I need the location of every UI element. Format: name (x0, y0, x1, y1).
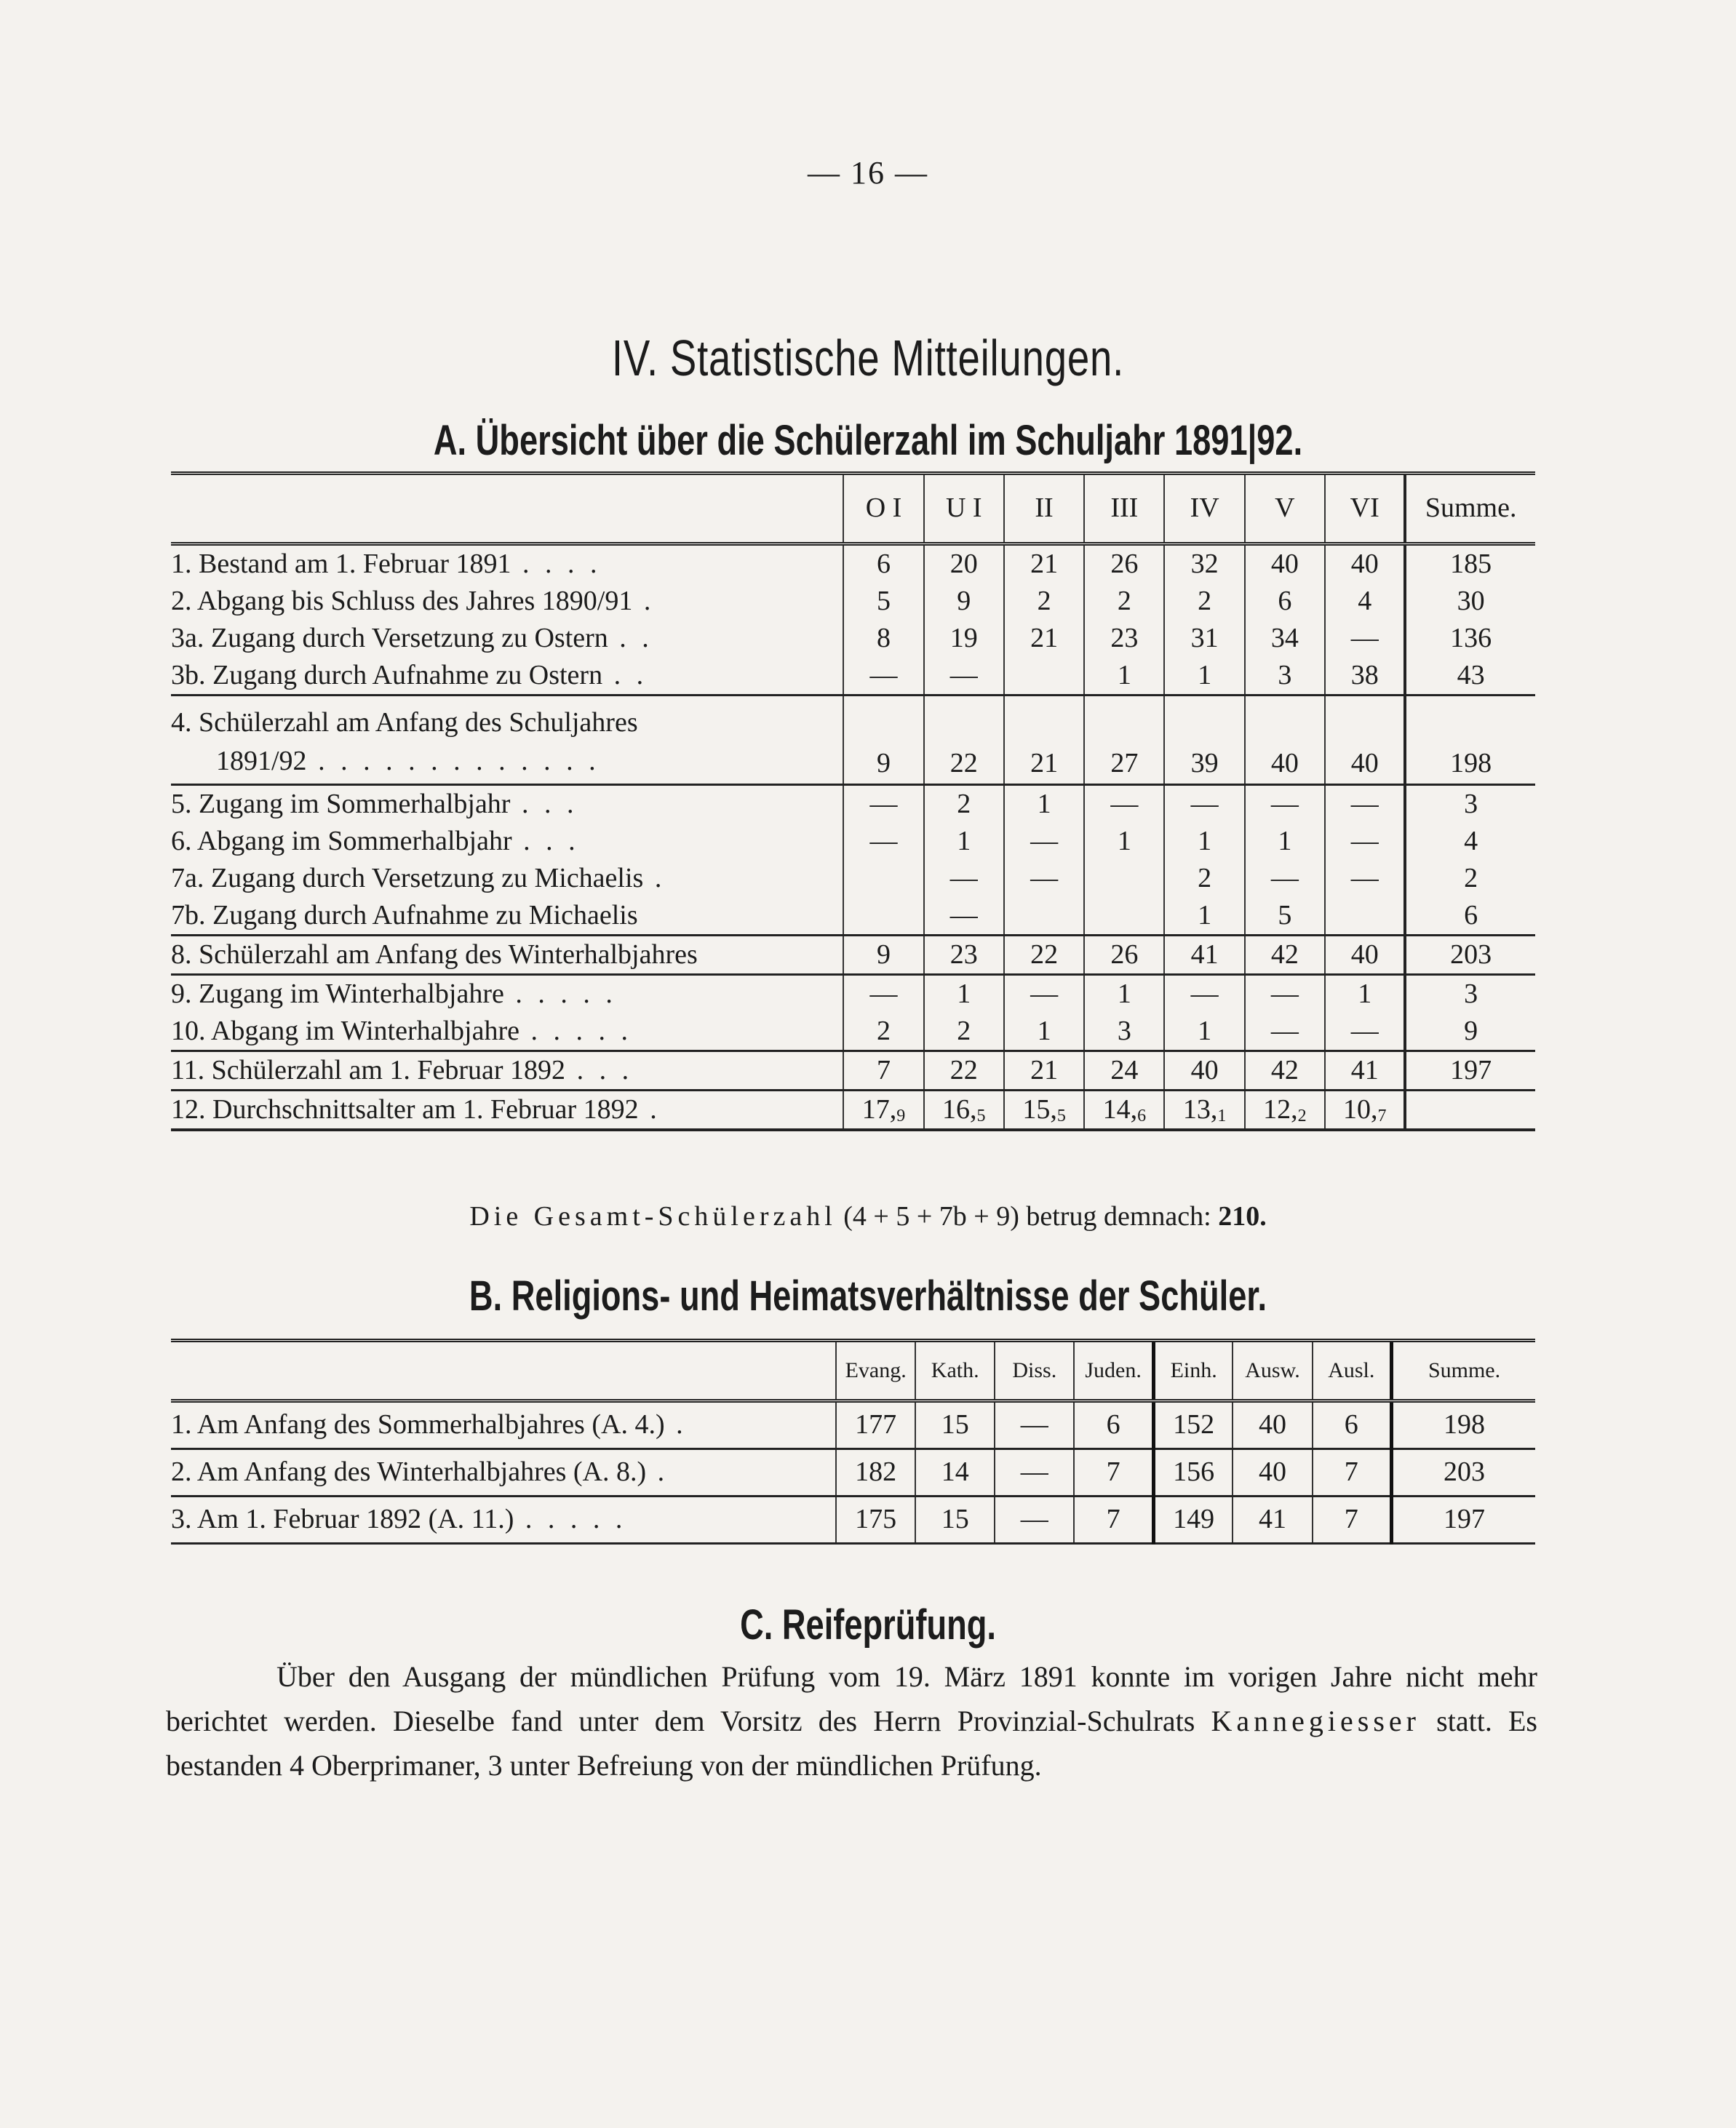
religion-header-row (171, 1341, 1535, 1401)
table-cell: 8 (843, 620, 923, 657)
table-cell: 1 (1325, 975, 1405, 1013)
table-cell: 3 (1405, 785, 1535, 824)
table-cell: 1 (1164, 1013, 1244, 1051)
table-cell (1004, 897, 1084, 936)
table-row (171, 785, 1535, 824)
table-cell: — (924, 657, 1004, 696)
table-cell: 4 (1405, 823, 1535, 860)
paragraph-text: Über den Ausgang der mündlichen Prüfung vom 19. März 1891 konnte im vorigen Jahre nicht mehr berichtet werden. Dieselbe fand unter dem Vorsitz des Herrn Provinzial-Schulrats (166, 1660, 1537, 1737)
table-cell: 38 (1325, 657, 1405, 696)
paragraph-text: statt. Es bestanden 4 Oberprimaner, 3 unter Befreiung von der mündlichen Prüfung. (166, 1704, 1537, 1782)
table-cell: 2 (1004, 583, 1084, 620)
table-cell: — (1325, 860, 1405, 897)
col-header: Einh. (1153, 1341, 1233, 1401)
col-header: Juden. (1074, 1341, 1153, 1401)
table-cell: $12,_2$ (1245, 1091, 1325, 1131)
row-label-text: 3b. Zugang durch Aufnahme zu Ostern (171, 659, 603, 690)
row-label (171, 1449, 836, 1497)
table-cell: — (1325, 785, 1405, 824)
table-row (171, 1051, 1535, 1091)
table-cell: — (1245, 785, 1325, 824)
table-cell: — (1004, 975, 1084, 1013)
table-cell: 22 (924, 696, 1004, 785)
leader-dots: . . . . . . . . . . . . . (306, 745, 600, 776)
header-corner (171, 1341, 836, 1401)
table-cell: 182 (836, 1449, 915, 1497)
section-a-title: A. Übersicht über die Schülerzahl im Schuljahr 1891|92. (433, 417, 1303, 464)
leader-dots: . . . (511, 825, 580, 856)
examiner-name: Kannegiesser (1211, 1704, 1420, 1737)
table-cell: 41 (1233, 1497, 1312, 1544)
row-label-text: 9. Zugang im Winterhalbjahre (171, 978, 504, 1009)
table-cell: 41 (1325, 1051, 1405, 1091)
table-row (171, 1497, 1535, 1544)
table-cell: 197 (1405, 1051, 1535, 1091)
table-row (171, 1449, 1535, 1497)
table-cell: 22 (924, 1051, 1004, 1091)
religion-table (171, 1339, 1535, 1545)
table-cell: $10,_7$ (1325, 1091, 1405, 1131)
table-cell: 40 (1233, 1401, 1312, 1449)
table-cell: 2 (924, 785, 1004, 824)
table-cell: 5 (1245, 897, 1325, 936)
table-cell: 23 (924, 936, 1004, 975)
table-row (171, 936, 1535, 975)
table-cell: 26 (1084, 936, 1164, 975)
table-cell: — (843, 657, 923, 696)
table-cell: 136 (1405, 620, 1535, 657)
table-cell: 6 (843, 544, 923, 583)
table-row (171, 1401, 1535, 1449)
row-label-text: 3. Am 1. Februar 1892 (A. 11.) (171, 1504, 514, 1535)
table-cell: — (995, 1401, 1074, 1449)
table-cell: 9 (1405, 1013, 1535, 1051)
col-header: V (1245, 474, 1325, 544)
table-cell: 40 (1325, 544, 1405, 583)
table-cell: — (1245, 860, 1325, 897)
table-cell (843, 860, 923, 897)
col-header: III (1084, 474, 1164, 544)
section-c-title: C. Reifeprüfung. (740, 1601, 996, 1649)
leader-dots: . . . . . (519, 1015, 632, 1046)
table-cell: 198 (1392, 1401, 1535, 1449)
col-header: II (1004, 474, 1084, 544)
table-cell: 203 (1392, 1449, 1535, 1497)
table-row (171, 860, 1535, 897)
leader-dots: . . . (510, 788, 578, 819)
table-cell (1325, 897, 1405, 936)
table-cell: 2 (924, 1013, 1004, 1051)
leader-dots: . . . (565, 1054, 634, 1085)
table-cell: — (1245, 1013, 1325, 1051)
row-label (171, 1051, 843, 1091)
table-cell: 39 (1164, 696, 1244, 785)
table-cell: 40 (1245, 544, 1325, 583)
table-cell: $17,_9$ (843, 1091, 923, 1131)
row-label-text: 7a. Zugang durch Versetzung zu Michaelis (171, 862, 644, 893)
table-cell: — (924, 860, 1004, 897)
row-label (171, 1091, 843, 1131)
table-cell: 175 (836, 1497, 915, 1544)
table-cell: 21 (1004, 696, 1084, 785)
main-heading: IV. Statistische Mitteilungen. (611, 330, 1125, 386)
col-header: O I (843, 474, 923, 544)
table-cell: 149 (1153, 1497, 1233, 1544)
table-cell: 6 (1245, 583, 1325, 620)
table-cell: 32 (1164, 544, 1244, 583)
table-cell: 2 (843, 1013, 923, 1051)
total-line (0, 1200, 1736, 1232)
leader-dots: . (638, 1093, 661, 1125)
table-cell: 1 (1004, 1013, 1084, 1051)
row-label-text: 1891/92 (216, 745, 307, 776)
total-value: 210. (1218, 1201, 1267, 1232)
col-header-sum: Summe. (1405, 474, 1535, 544)
leader-dots: . . . . . (503, 978, 617, 1009)
page-number: — 16 — (808, 155, 928, 191)
table-cell: 4 (1325, 583, 1405, 620)
table-cell (843, 897, 923, 936)
table-cell: 9 (843, 936, 923, 975)
row-label (171, 823, 843, 860)
table-cell: 7 (843, 1051, 923, 1091)
row-label-text: 3a. Zugang durch Versetzung zu Ostern (171, 622, 608, 653)
header-corner (171, 474, 843, 544)
section-c-paragraph (166, 1655, 1537, 1788)
row-label (171, 785, 843, 824)
row-label (171, 897, 843, 936)
table-cell: 1 (924, 975, 1004, 1013)
table-cell: 185 (1405, 544, 1535, 583)
table-cell: 21 (1004, 1051, 1084, 1091)
table-cell: — (924, 897, 1004, 936)
table-cell: 2 (1164, 860, 1244, 897)
col-header: Diss. (995, 1341, 1074, 1401)
row-label-text: 1. Am Anfang des Sommerhalbjahres (A. 4.) (171, 1409, 665, 1440)
row-label (171, 936, 843, 975)
table-cell: 1 (1164, 657, 1244, 696)
table-cell: 40 (1325, 696, 1405, 785)
table-cell: — (995, 1449, 1074, 1497)
table-cell: 40 (1325, 936, 1405, 975)
table-row (171, 1013, 1535, 1051)
leader-dots: . . . . (511, 548, 602, 579)
row-label (171, 544, 843, 583)
table-cell: — (1325, 1013, 1405, 1051)
table-cell: 6 (1313, 1401, 1392, 1449)
row-label-text: 4. Schülerzahl am Anfang des Schuljahres (171, 706, 638, 738)
table-cell: 1 (1164, 897, 1244, 936)
table-cell: 2 (1164, 583, 1244, 620)
table-cell: 203 (1405, 936, 1535, 975)
col-header: Ausl. (1313, 1341, 1392, 1401)
leader-dots: . . (602, 659, 648, 690)
table-cell (1084, 860, 1164, 897)
table-cell: 21 (1004, 620, 1084, 657)
table-cell: 156 (1153, 1449, 1233, 1497)
row-label-text: 12. Durchschnittsalter am 1. Februar 1892 (171, 1093, 639, 1125)
table-cell: 7 (1313, 1497, 1392, 1544)
table-row (171, 544, 1535, 583)
table-cell: 15 (915, 1401, 995, 1449)
col-header: Evang. (836, 1341, 915, 1401)
table-cell: 23 (1084, 620, 1164, 657)
table-cell: 19 (924, 620, 1004, 657)
leader-dots: . (646, 1456, 669, 1488)
col-header-sum: Summe. (1392, 1341, 1535, 1401)
row-label (171, 657, 843, 696)
table-cell: 3 (1084, 1013, 1164, 1051)
total-text: Die Gesamt-Schülerzahl (469, 1201, 837, 1232)
table-cell: 26 (1084, 544, 1164, 583)
table-cell: — (1164, 785, 1244, 824)
row-label (171, 1401, 836, 1449)
leader-dots: . (643, 862, 666, 893)
table-cell: 21 (1004, 544, 1084, 583)
table-cell: 6 (1405, 897, 1535, 936)
row-label-text: 11. Schülerzahl am 1. Februar 1892 (171, 1054, 566, 1085)
table-cell: 1 (924, 823, 1004, 860)
table-row (171, 897, 1535, 936)
table-cell: 198 (1405, 696, 1535, 785)
row-label-text: 10. Abgang im Winterhalbjahre (171, 1015, 519, 1046)
row-label (171, 975, 843, 1013)
table-cell: $16,_5$ (924, 1091, 1004, 1131)
row-label (171, 583, 843, 620)
table-cell: 5 (843, 583, 923, 620)
leader-dots: . (632, 585, 656, 616)
table-cell (1004, 657, 1084, 696)
table-row (171, 975, 1535, 1013)
table-cell: 1 (1084, 657, 1164, 696)
table-cell: — (1004, 823, 1084, 860)
table-cell: 42 (1245, 1051, 1325, 1091)
row-label (171, 860, 843, 897)
table-cell: 40 (1164, 1051, 1244, 1091)
table-cell: — (1245, 975, 1325, 1013)
table-cell: 7 (1313, 1449, 1392, 1497)
row-label-text: 1. Bestand am 1. Februar 1891 (171, 548, 511, 579)
table-cell: — (1084, 785, 1164, 824)
table-cell: — (1325, 620, 1405, 657)
table-cell: $14,_6$ (1084, 1091, 1164, 1131)
table-row (171, 823, 1535, 860)
col-header: Kath. (915, 1341, 995, 1401)
row-label (171, 620, 843, 657)
col-header: IV (1164, 474, 1244, 544)
table-cell: 30 (1405, 583, 1535, 620)
table-cell: 3 (1245, 657, 1325, 696)
table-cell: 22 (1004, 936, 1084, 975)
total-formula: (4 + 5 + 7b + 9) betrug demnach: (843, 1201, 1211, 1232)
section-b-title: B. Religions- und Heimatsverhältnisse der Schüler. (469, 1272, 1267, 1320)
leader-dots: . . (608, 622, 653, 653)
table-cell: 1 (1004, 785, 1084, 824)
row-label (171, 1497, 836, 1544)
table-row (171, 620, 1535, 657)
table-cell (1084, 897, 1164, 936)
table-cell: — (1004, 860, 1084, 897)
table-cell: 1 (1164, 823, 1244, 860)
table-cell: 24 (1084, 1051, 1164, 1091)
table-cell: 42 (1245, 936, 1325, 975)
table-row (171, 1091, 1535, 1131)
table-cell: 43 (1405, 657, 1535, 696)
table-cell: 2 (1084, 583, 1164, 620)
table-cell: 41 (1164, 936, 1244, 975)
row-label-text: 8. Schülerzahl am Anfang des Winterhalbjahres (171, 939, 698, 970)
table-cell: — (843, 785, 923, 824)
table-cell: — (843, 975, 923, 1013)
table-cell: — (995, 1497, 1074, 1544)
leader-dots: . (664, 1409, 688, 1440)
table-row (171, 696, 1535, 785)
row-label (171, 1013, 843, 1051)
table-cell: 7 (1074, 1449, 1153, 1497)
table-row (171, 657, 1535, 696)
row-label-text: 2. Am Anfang des Winterhalbjahres (A. 8.) (171, 1456, 647, 1488)
table-cell: — (843, 823, 923, 860)
table-cell: 20 (924, 544, 1004, 583)
table-cell: 1 (1084, 975, 1164, 1013)
table-cell: 7 (1074, 1497, 1153, 1544)
row-label-text: 7b. Zugang durch Aufnahme zu Michaelis (171, 899, 638, 930)
enrollment-header-row (171, 474, 1535, 544)
table-cell: 1 (1084, 823, 1164, 860)
table-cell: — (1164, 975, 1244, 1013)
table-cell: 31 (1164, 620, 1244, 657)
row-label-text: 6. Abgang im Sommerhalbjahr (171, 825, 512, 856)
table-cell: 177 (836, 1401, 915, 1449)
table-cell: 197 (1392, 1497, 1535, 1544)
row-label-text: 2. Abgang bis Schluss des Jahres 1890/91 (171, 585, 633, 616)
table-row (171, 583, 1535, 620)
col-header: Ausw. (1233, 1341, 1312, 1401)
table-cell: 9 (843, 696, 923, 785)
col-header: VI (1325, 474, 1405, 544)
table-cell: 27 (1084, 696, 1164, 785)
enrollment-table (171, 471, 1535, 1131)
table-cell: 152 (1153, 1401, 1233, 1449)
row-label-text: 5. Zugang im Sommerhalbjahr (171, 788, 511, 819)
table-cell: 34 (1245, 620, 1325, 657)
table-cell: $13,_1$ (1164, 1091, 1244, 1131)
table-cell: 9 (924, 583, 1004, 620)
table-cell: 3 (1405, 975, 1535, 1013)
table-cell: $15,_5$ (1004, 1091, 1084, 1131)
table-cell: 1 (1245, 823, 1325, 860)
table-cell: 6 (1074, 1401, 1153, 1449)
table-cell: 14 (915, 1449, 995, 1497)
table-cell: 2 (1405, 860, 1535, 897)
table-cell: 40 (1245, 696, 1325, 785)
table-cell (1405, 1091, 1535, 1131)
leader-dots: . . . . . (514, 1504, 627, 1535)
row-label (171, 696, 843, 785)
col-header: U I (924, 474, 1004, 544)
table-cell: 40 (1233, 1449, 1312, 1497)
table-cell: 15 (915, 1497, 995, 1544)
table-cell: — (1325, 823, 1405, 860)
